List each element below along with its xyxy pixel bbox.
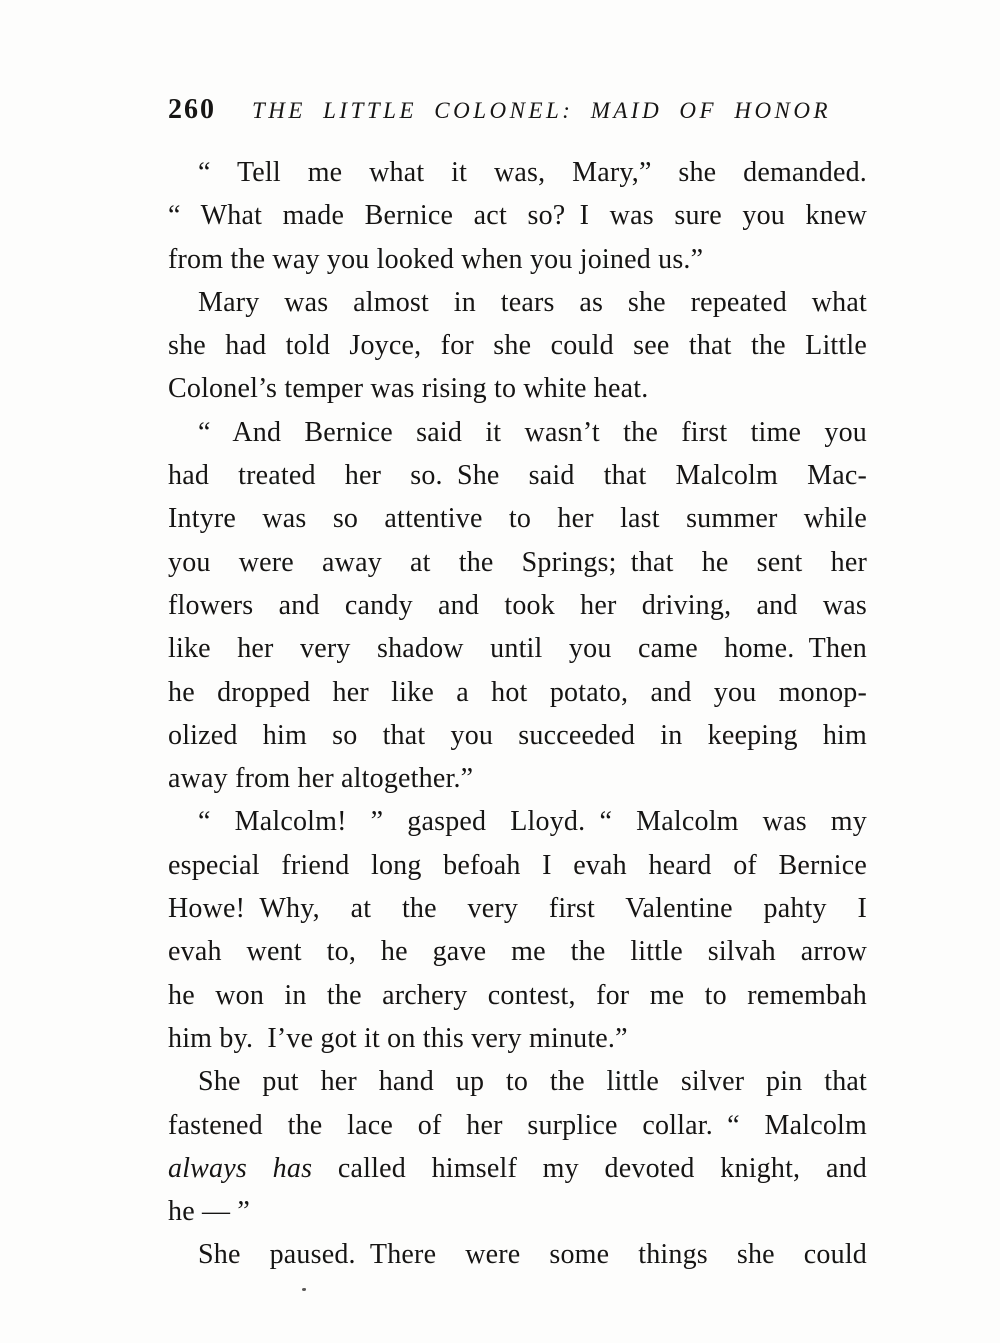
- scan-speck: [302, 1288, 306, 1291]
- text-line: [168, 714, 867, 757]
- text-line: [168, 324, 867, 367]
- text-line: [168, 1060, 867, 1103]
- text-segment: She put her hand up to the little silver pin that: [198, 1066, 867, 1098]
- paragraph: [168, 1233, 867, 1276]
- text-line: [168, 151, 867, 194]
- paragraph: [168, 151, 867, 281]
- text-line: [168, 974, 867, 1017]
- text-line: [168, 844, 867, 887]
- text-segment: especial friend long befoah I evah heard of Bernice: [168, 849, 867, 881]
- text-segment: he dropped her like a hot potato, and you monop-: [168, 676, 867, 708]
- text-line: [168, 757, 867, 800]
- text-segment: She paused. There were some things she could: [198, 1239, 867, 1271]
- text-segment: Howe! Why, at the very first Valentine pahty I: [168, 893, 867, 925]
- text-line: [168, 1190, 867, 1233]
- text-segment: from the way you looked when you joined us.”: [168, 243, 704, 275]
- text-segment: he — ”: [168, 1196, 251, 1228]
- text-segment: flowers and candy and took her driving, and was: [168, 589, 867, 621]
- text-line: [168, 194, 867, 237]
- paragraph: [168, 281, 867, 411]
- text-segment: him by. I’ve got it on this very minute.”: [168, 1022, 628, 1054]
- text-segment: she had told Joyce, for she could see that the Little: [168, 330, 867, 362]
- text-segment: evah went to, he gave me the little silvah arrow: [168, 936, 867, 968]
- text-segment: fastened the lace of her surplice collar. “ Malcolm: [168, 1109, 867, 1141]
- text-segment: like her very shadow until you came home. Then: [168, 633, 867, 665]
- text-line: [168, 541, 867, 584]
- text-segment: Mary was almost in tears as she repeated what: [198, 286, 867, 318]
- text-segment: you were away at the Springs; that he sent her: [168, 546, 867, 578]
- body-text: [168, 151, 867, 1277]
- text-line: [168, 281, 867, 324]
- text-segment: “ And Bernice said it wasn’t the first time you: [198, 416, 867, 448]
- text-segment: had treated her so. She said that Malcolm Mac-: [168, 460, 867, 492]
- text-segment: “ Tell me what it was, Mary,” she demanded.: [198, 157, 867, 188]
- text-segment: Colonel’s temper was rising to white heat.: [168, 373, 649, 405]
- text-line: [168, 627, 867, 670]
- running-title: THE LITTLE COLONEL: MAID OF HONOR: [251, 98, 832, 123]
- text-line: [168, 367, 867, 410]
- text-line: [168, 1017, 867, 1060]
- paragraph: [168, 800, 867, 1060]
- page-number: 260: [168, 94, 216, 125]
- text-segment: away from her altogether.”: [168, 763, 474, 795]
- text-segment: “ What made Bernice act so? I was sure you knew: [168, 200, 867, 232]
- text-line: [168, 1147, 867, 1190]
- paragraph: [168, 1060, 867, 1233]
- text-line: [168, 887, 867, 930]
- text-segment: “ Malcolm! ” gasped Lloyd. “ Malcolm was my: [198, 806, 867, 838]
- text-segment: olized him so that you succeeded in keeping him: [168, 719, 867, 751]
- text-line: [168, 238, 867, 281]
- text-line: [168, 1104, 867, 1147]
- text-line: [168, 1233, 867, 1276]
- text-segment: he won in the archery contest, for me to remembah: [168, 979, 867, 1011]
- text-line: [168, 497, 867, 540]
- paragraph: [168, 411, 867, 801]
- text-line: [168, 800, 867, 843]
- text-segment: Intyre was so attentive to her last summer while: [168, 503, 867, 535]
- text-line: [168, 411, 867, 454]
- text-line: [168, 930, 867, 973]
- running-header: [168, 94, 867, 126]
- text-line: [168, 584, 867, 627]
- text-line: [168, 454, 867, 497]
- text-line: [168, 671, 867, 714]
- italic-text: always has: [168, 1152, 313, 1184]
- text-segment: called himself my devoted knight, and: [312, 1152, 867, 1184]
